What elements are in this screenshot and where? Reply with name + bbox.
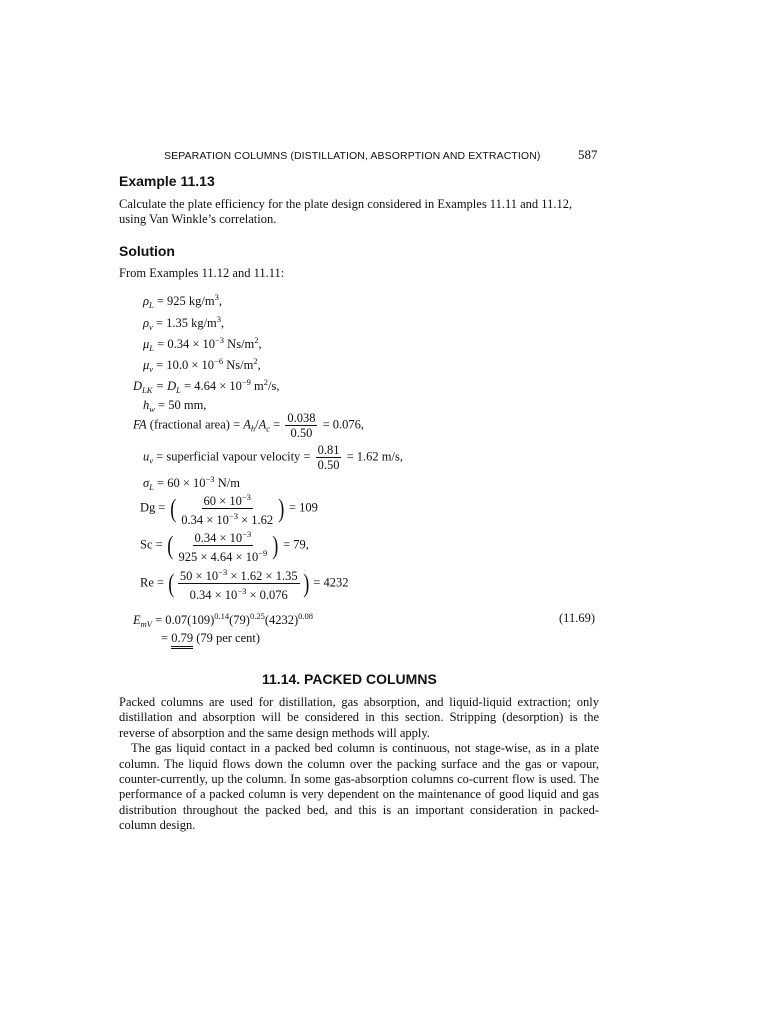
solution-heading: Solution <box>119 243 175 259</box>
eq-efficiency-result: = 0.79 (79 per cent) <box>161 631 260 646</box>
running-header: SEPARATION COLUMNS (DISTILLATION, ABSORPTION AND EXTRACTION) <box>164 150 541 162</box>
equation-number: (11.69) <box>559 611 595 625</box>
eq-weir-height: $h_w = 50$ mm, <box>143 398 207 414</box>
eq-dg: Dg = ( $\frac{60 \times 10^{-3}}{0.34 \times 10^{-3} \times 1.62}$ ) = 109 <box>140 492 318 527</box>
eq-mu-vapour: $\mu_v = 10.0 \times 10^{-6}$ $Ns/m^2$, <box>143 356 261 374</box>
section-body <box>119 695 599 834</box>
eq-mu-liquid: $\mu_L = 0.34 \times 10^{-3}$ $Ns/m^2$, <box>143 335 262 353</box>
paragraph-1: Packed columns are used for distillation, gas absorption, and liquid-liquid extraction; only distillation and absorption will be considered in this section. Stripping (desorption) is the reverse of absorption and the same design methods will apply. <box>119 695 599 740</box>
eq-plate-efficiency: $E_{mV} = 0.07(109)^{0.14}(79)^{0.25}(4232)^{0.08}$ <box>133 611 314 629</box>
example-heading: Example 11.13 <box>119 173 215 189</box>
paragraph-2: The gas liquid contact in a packed bed column is continuous, not stage-wise, as in a plate column. The liquid flows down the column over the packing surface and the gas or vapour, counter-currently, up the column. In some gas-absorption columns co-current flow is used. The performance of a packed column is very dependent on the maintenance of good liquid and gas distribution throughout the packed bed, and this is an important consideration in packed-column design. <box>119 741 599 833</box>
eq-vapour-velocity: $u_v$ = superficial vapour velocity = $\frac{0.81}{0.50}$ = 1.62 m/s, <box>143 443 403 472</box>
eq-fractional-area: FA (fractional area) = $A_h/A_c$ = $\frac{0.038}{0.50}$ = 0.076, <box>133 411 365 440</box>
eq-surface-tension: $\sigma_L = 60 \times 10^{-3}$ N/m <box>143 474 240 492</box>
page-number: 587 <box>578 147 598 162</box>
solution-intro: From Examples 11.12 and 11.11: <box>119 266 285 280</box>
example-text-line-1: Calculate the plate efficiency for the plate design considered in Examples 11.11 and 11.12, <box>119 197 573 211</box>
eq-rho-liquid: $\rho_L = 925$ $kg/m^3$, <box>143 292 222 310</box>
eq-re: Re = ( $\frac{50 \times 10^{-3} \times 1.62 \times 1.35}{0.34 \times 10^{-3} \times 0.076}$ ) = 4232 <box>140 567 349 602</box>
example-text-line-2: using Van Winkle’s correlation. <box>119 212 277 226</box>
eq-diffusivity: $D_{LK} = D_L = 4.64 \times 10^{-9}$ $m^2/s$, <box>133 377 280 395</box>
eq-sc: Sc = ( $\frac{0.34 \times 10^{-3}}{925 \times 4.64 \times 10^{-9}}$ ) = 79, <box>140 529 309 564</box>
eq-rho-vapour: $\rho_v = 1.35$ $kg/m^3$, <box>143 314 225 332</box>
section-heading: 11.14. PACKED COLUMNS <box>262 671 437 687</box>
